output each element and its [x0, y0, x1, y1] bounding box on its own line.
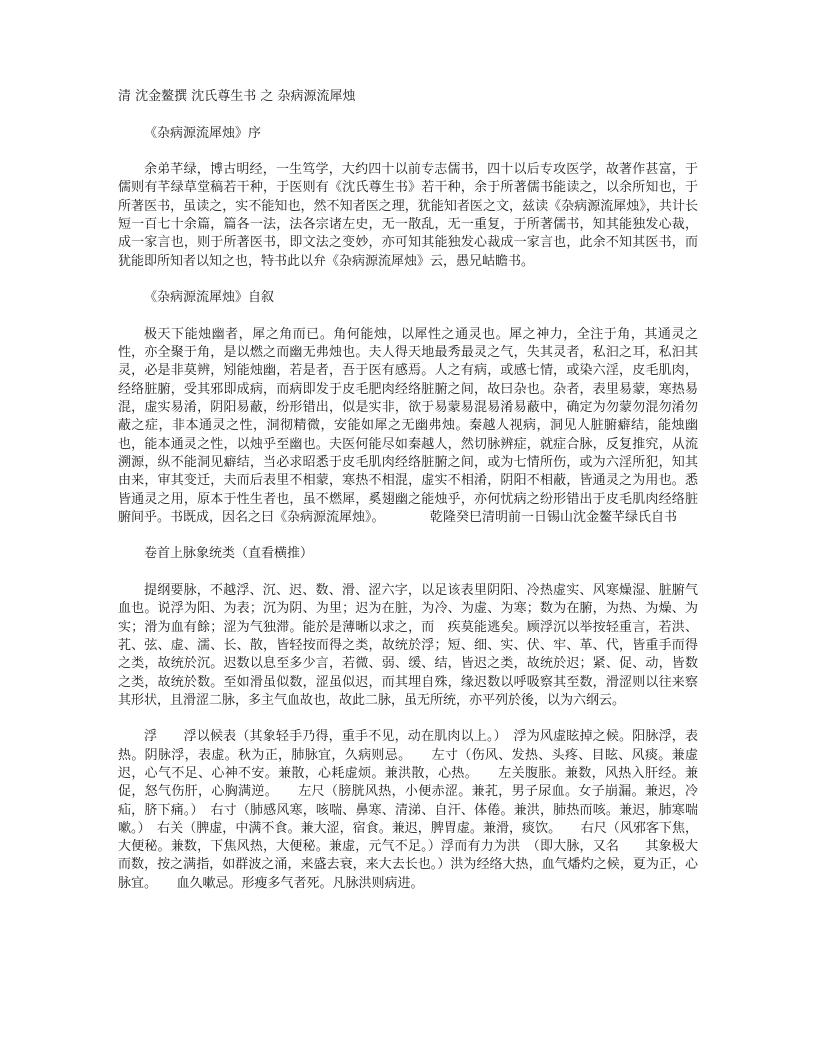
section-body-pulse-floating: 浮 浮以候表（其象轻手乃得，重手不见，动在肌肉以上。） 浮为风虚眩掉之候。阳脉浮，表热。阴脉浮，表虚。秋为正，肺脉宜，久病则忌。 左寸（伤风、发热、头疼、目眩、风痰。兼虚迟，心气不足、心神不安。兼散，心耗虚烦。兼洪散，心热。 左关腹胀。兼数，风热入肝经。兼促，怒气伤肝，心胸满逆。 左尺（膀胱风热，小便赤涩。兼芤，男子尿血。女子崩漏。兼迟，冷疝，脐下痛。） 右寸（肺感风寒，咳喘、鼻寒、清涕、自汗、体倦。兼洪，肺热而咳。兼迟，肺寒喘嗽。） 右关（脾虚，中满不食。兼大涩，宿食。兼迟，脾胃虚。兼滑，痰饮。 右尺（风邪客下焦，大便秘。兼数，下焦风热，大便秘。兼虚，元气不足。）浮而有力为洪 （即大脉，又名 其象极大而数，按之满指，如群波之涌，来盛去衰，来大去长也。）洪为经络大热，血气燔灼之候，夏为正，心脉宜。 血久嗽忌。形瘦多气者死。凡脉洪则病进。	[118, 729, 698, 891]
section-heading-self-narration: 《杂病源流犀烛》自叙	[144, 290, 275, 306]
section-heading-pulse-overview: 卷首上脉象统类（直看横推）	[144, 546, 314, 562]
section-heading-preface: 《杂病源流犀烛》序	[144, 125, 262, 141]
document-content	[118, 88, 698, 893]
document-byline: 清 沈金鳌撰 沈氏尊生书 之 杂病源流犀烛	[118, 89, 356, 104]
section-body-self-narration: 极天下能烛幽者，犀之角而已。角何能烛，以犀性之通灵也。犀之神力，全注于角，其通灵之性，亦全聚于角，是以燃之而幽无弗烛也。夫人得天地最秀最灵之气，失其灵者，私汩之耳，私汩其灵，必是非莫辨，矧能烛幽，若是者，吾于医有感焉。人之有病，或感七情，或染六淫，皮毛肌肉，经络脏腑，受其邪即成病，而病即发于皮毛肥肉经络脏腑之间，故曰杂也。杂者，表里易蒙，寒热易混，虚实易淆，阴阳易蔽，纷形错出，似是实非，欲于易蒙易混易淆易蔽中，确定为勿蒙勿混勿淆勿蔽之症，非本通灵之性，洞彻精微，安能如犀之无幽弗烛。秦越人视病，洞见人脏腑癖结，能烛幽也，能本通灵之性，以烛乎至幽也。夫医何能尽如秦越人，然切脉辨症，就症合脉，反复推究，从流溯源，纵不能洞见癖结，当必求昭悉于皮毛肌肉经络脏腑之间，或为七情所伤，或为六淫所犯，知其由来，审其变迁，夫而后表里不相蒙，寒热不相混，虚实不相淆，阴阳不相蔽，皆通灵之为用也。悉皆通灵之用，原本于性生者也，虽不燃犀，奚翅幽之能烛乎，亦何忧病之纷形错出于皮毛肌肉经络脏腑间乎。书既成，因名之曰《杂病源流犀烛》。 乾隆癸巳清明前一日锡山沈金鳌芊绿氏自书	[118, 326, 698, 525]
section-body-preface: 余弟芊绿，博古明经，一生笃学，大约四十以前专志儒书，四十以后专攻医学，故著作甚富，于儒则有芊绿草堂稿若干种，于医则有《沈氏尊生书》若干种，余于所著儒书能读之，以余所知也，于所著医书，虽读之，实不能知也，然不知者医之理，犹能知者医之文，兹读《杂病源流犀烛》，共计长短一百七十余篇，篇各一法，法各宗诸左史，无一散乱，无一重复，于所著儒书，知其能独发心裁，成一家言也，则于所著医书，即文法之变妙，亦可知其能独发心裁成一家言也，此余不知其医书，而犹能即所知者以知之也，特书此以弁《杂病源流犀烛》云，愚兄岵瞻书。	[118, 162, 698, 269]
section-body-pulse-overview: 提纲要脉，不越浮、沉、迟、数、滑、涩六字，以足该表里阴阳、冷热虚实、风寒燥湿、脏腑气血也。说浮为阳、为表；沉为阴、为里；迟为在脏，为冷、为虚、为寒；数为在腑，为热、为燥、为实；滑为血有餘；涩为气独滞。能於是薄晰以求之，而 疾莫能逃矣。顾浮沉以举按轻重言，若洪、芤、弦、虚、濡、长、散，皆轻按而得之类，故统於浮；短、细、实、伏、牢、革、代，皆重手而得之类，故统於沉。迟数以息至多少言，若微、弱、缓、结，皆迟之类，故统於迟；紧、促、动，皆数之类，故统於数。至如滑虽似数，涩虽似迟，而其埋自殊，缘迟数以呼吸察其至数，滑涩则以往来察其形状，且滑涩二脉，多主气血故也，故此二脉，虽无所统，亦平列於後，以为六纲云。	[118, 583, 698, 708]
